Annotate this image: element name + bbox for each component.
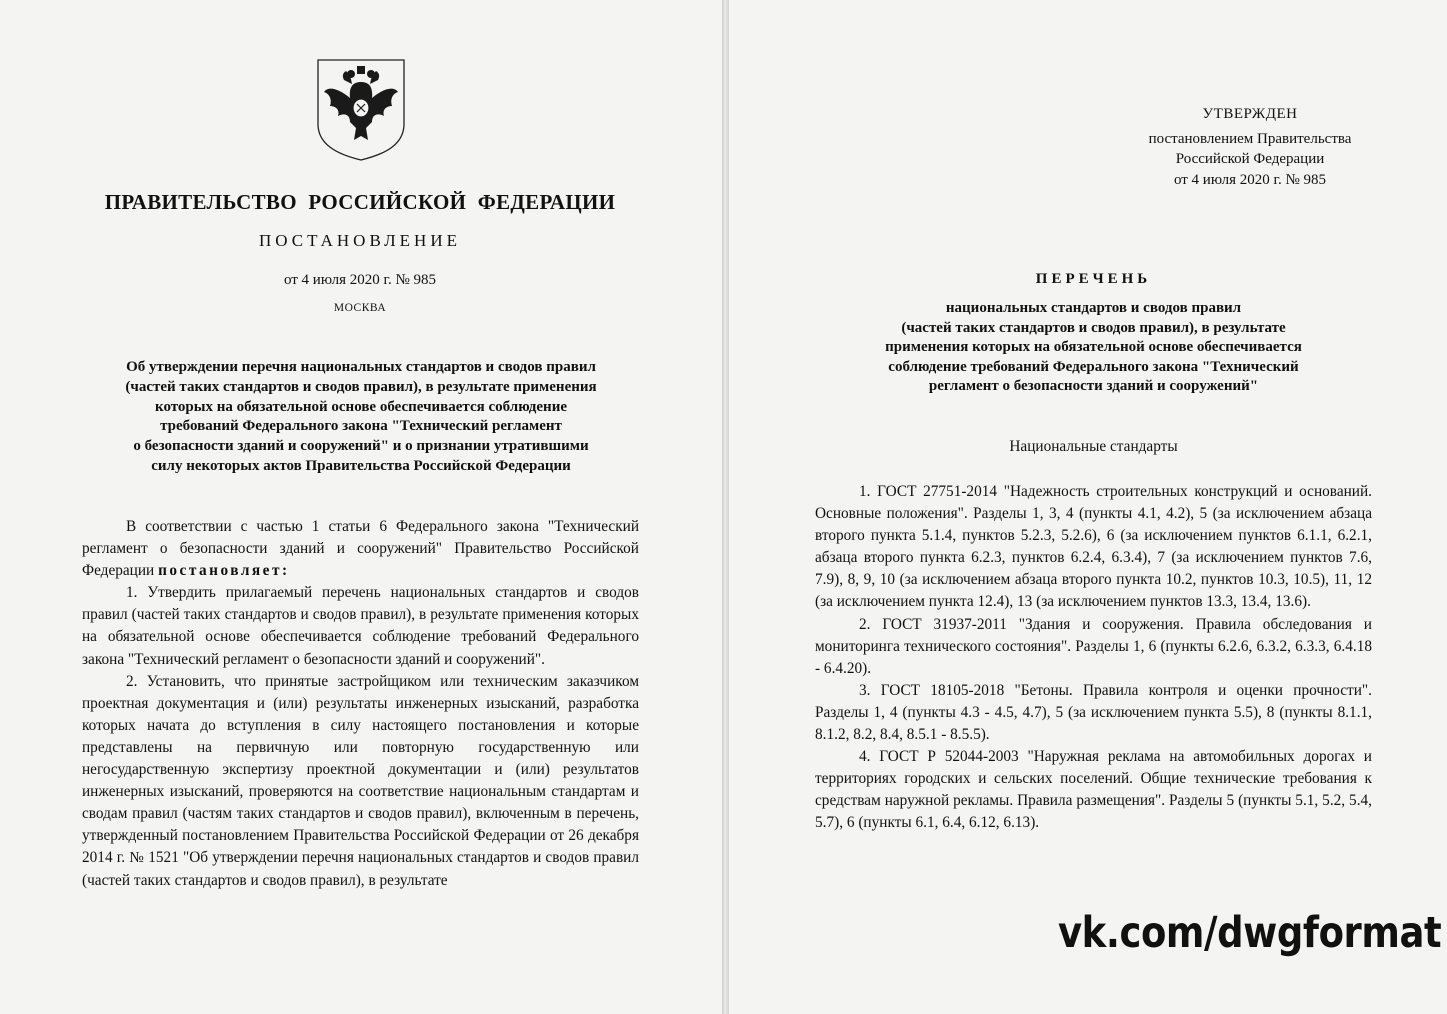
subject-line: требований Федерального закона "Технический регламент: [160, 418, 562, 435]
section-heading: Национальные стандарты: [1009, 438, 1178, 455]
approved-line: постановлением Правительства: [1148, 130, 1352, 147]
page-gutter: [722, 0, 729, 1014]
decree-body: [82, 516, 639, 892]
watermark: vk.com/dwgformat: [1058, 908, 1442, 958]
list-item: 4. ГОСТ Р 52044-2003 "Наружная реклама на автомобильных дорогах и территориях городских и сельских поселений. Общие технические требования к средствам наружной рекламы. Правила размещения". Разделы 5 (пункты 5.1, 5.2, 5.4, 5.7), 6 (пункты 6.1, 6.4, 6.12, 6.13).: [815, 748, 1372, 832]
list-subject-line: соблюдение требований Федерального закона "Технический: [888, 358, 1299, 375]
approved-line: Российской Федерации: [1175, 151, 1325, 167]
left-page: [0, 0, 722, 1014]
subject-line: Об утверждении перечня национальных стандартов и сводов правил: [126, 359, 596, 375]
list-subject-line: регламент о безопасности зданий и сооружений": [928, 378, 1259, 394]
subject-line: силу некоторых актов Правительства Российской Федерации: [151, 457, 571, 474]
document-type: ПОСТАНОВЛЕНИЕ: [258, 231, 461, 250]
list-item: 2. ГОСТ 31937-2011 "Здания и сооружения. Правила обследования и мониторинга технического состояния". Разделы 1, 6 (пункты 6.2.6, 6.3.2, 6.3.3, 6.4.18 - 6.4.20).: [815, 615, 1372, 677]
list-subject: [815, 299, 1372, 397]
subject-line: (частей таких стандартов и сводов правил), в результате применения: [125, 378, 597, 395]
list-subject-line: (частей таких стандартов и сводов правил), в результате: [901, 319, 1286, 336]
decree-subject: [82, 358, 640, 477]
preamble-text: В соответствии с частью 1 статьи 6 Федерального закона "Технический регламент о безопасности зданий и сооружений" Правительство Российской Федерации: [82, 518, 639, 580]
decree-paragraph: 2. Установить, что принятые застройщиком или техническим заказчиком проектная документация и (или) результаты инженерных изысканий, разработка которых начата до вступления в силу настоящего постановления и которые представлены на первичную или повторную государственную или негосударственную экспертизу проектной документации и (или) результатов инженерных изысканий, проверяются на соответствие национальным стандартам и сводам правил (частям таких стандартов и сводов правил), включенным в перечень, утвержденный постановлением Правительства Российской Федерации от 26 декабря 2014 г. № 1521 "Об утверждении перечня национальных стандартов и сводов правил (частей таких стандартов и сводов правил), в результате: [82, 672, 639, 889]
approved-label: УТВЕРЖДЕН: [1202, 106, 1298, 122]
approved-line: от 4 июля 2020 г. № 985: [1173, 171, 1327, 188]
approval-block: [1110, 104, 1390, 190]
list-item: 1. ГОСТ 27751-2014 "Надежность строительных конструкций и оснований. Основные положения". Разделы 1, 3, 4 (пункты 4.1, 4.2), 5 (за исключением абзаца второго пункта 5.1.4, пунктов 5.2.3, 5.2.6), 6 (за исключением пунктов 6.1.1, 6.2.1, абзаца второго пункта 6.2.3, пунктов 6.2.4, 6.3.4), 7 (за исключением пунктов 7.6, 7.9), 8, 9, 10 (за исключением абзаца второго пункта 10.2, пунктов 10.3, 10.5), 11, 12 (за исключением пункта 12.4), 13 (за исключением пунктов 13.3, 13.4, 13.6).: [815, 483, 1372, 611]
list-subject-line: национальных стандартов и сводов правил: [945, 300, 1242, 316]
decree-paragraph: 1. Утвердить прилагаемый перечень национальных стандартов и сводов правил (частей таких стандартов и сводов правил), в результате применения которых на обязательной основе обеспечивается соблюдение требований Федерального закона "Технический регламент о безопасности зданий и сооружений".: [82, 584, 639, 668]
list-title: ПЕРЕЧЕНЬ: [1035, 271, 1152, 287]
subject-line: о безопасности зданий и сооружений" и о признании утратившими: [133, 438, 589, 455]
standards-list: [815, 481, 1372, 835]
list-item: 3. ГОСТ 18105-2018 "Бетоны. Правила контроля и оценки прочности". Разделы 1, 4 (пункты 4.3 - 4.5, 4.7), 5 (за исключением пункта 5.5), 8 (пункты 8.1.1, 8.1.2, 8.2, 8.4, 8.5.1 - 8.5.5).: [815, 681, 1372, 744]
preamble-paragraph: [82, 516, 639, 582]
city: МОСКВА: [333, 302, 387, 314]
government-title: ПРАВИТЕЛЬСТВО РОССИЙСКОЙ ФЕДЕРАЦИИ: [104, 190, 616, 214]
coat-of-arms-icon: [316, 58, 406, 162]
subject-line: которых на обязательной основе обеспечивается соблюдение: [155, 398, 567, 415]
resolves-word: постановляет:: [158, 562, 290, 580]
decree-date: от 4 июля 2020 г. № 985: [283, 272, 437, 288]
list-subject-line: применения которых на обязательной основе обеспечивается: [885, 339, 1302, 355]
